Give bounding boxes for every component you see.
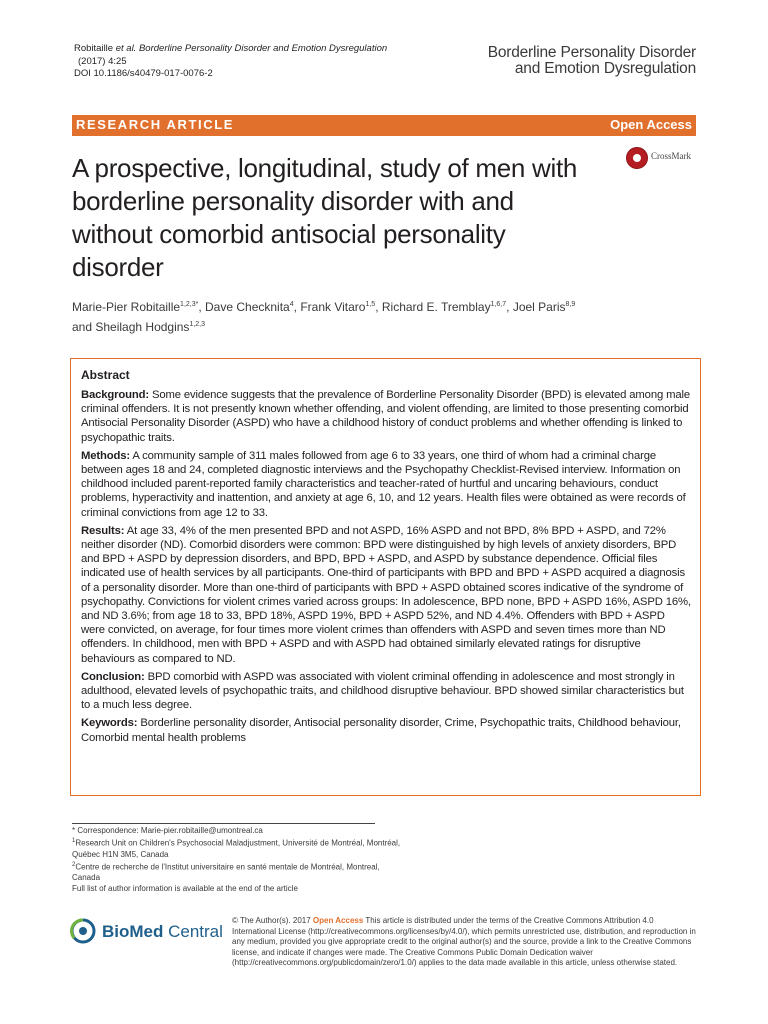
crossmark-badge[interactable] [626, 147, 706, 169]
correspondence-note: * Correspondence: Marie-pier.robitaille@umontreal.ca [72, 826, 263, 835]
author-info-note: Full list of author information is available at the end of the article [72, 884, 298, 894]
citation-line-1 [74, 43, 434, 56]
abstract-text: Some evidence suggests that the prevalence of Borderline Personality Disorder (BPD) is elevated among male criminal offenders. It is not presently known whether offending, and violent offending, are limited to those presenting comorbid Antisocial Personality Disorder (ASPD) who have a childhood history of conduct problems and whether offending is linked to psychopathic traits. [81, 389, 690, 444]
abstract-text: Borderline personality disorder, Antisocial personality disorder, Crime, Psychopathic traits, Childhood behaviour, Comorbid mental health problems [81, 717, 681, 744]
author-name[interactable]: Sheilagh Hodgins [95, 320, 190, 334]
citation-header [74, 43, 434, 81]
open-access-label[interactable]: Open Access [610, 117, 692, 132]
citation-journal: Borderline Personality Disorder and Emotion Dysregulation [138, 43, 388, 54]
article-type-banner [72, 115, 696, 136]
abstract-methods [81, 449, 691, 520]
author-separator: and [72, 320, 96, 334]
author-affiliation: 4 [289, 301, 294, 308]
publisher-name: BioMed Central [102, 922, 223, 941]
affiliation-note-1: $^1$Research Unit on Children's Psychosocial Maladjustment, Université de Montréal, Montréal, Québec H1N 3M5, Canada [72, 838, 401, 859]
journal-name-line-2: and Emotion Dysregulation [514, 60, 696, 77]
author-name[interactable]: Dave Checknita [205, 300, 290, 314]
abstract-label: Conclusion: [81, 670, 145, 683]
crossmark-icon [626, 147, 648, 169]
abstract-conclusion [81, 670, 691, 713]
citation-authors: Robitaille [74, 43, 114, 54]
abstract-text: A community sample of 311 males followed from age 6 to 33 years, one third of whom had a criminal charge between ages 18 and 24, completed diagnostic interviews and the Psychopathy Checklist-Revised interview. Information on childhood included parent-reported family characteristics and teacher-rated of hurtful and uncaring behaviours, conduct problems, hyperactivity and inattention, and anxiety at age 6, 10, and 12 years. Health files were obtained as were records of criminal convictions from age 12 to 33. [81, 449, 686, 519]
author-affiliation: 1,5 [365, 301, 376, 308]
abstract-results [81, 524, 691, 666]
abstract-label: Keywords: [81, 717, 138, 730]
abstract-label: Background: [81, 389, 150, 401]
author-separator: , [198, 300, 206, 314]
citation-volume: (2017) 4:25 [78, 55, 127, 67]
abstract-label: Methods: [81, 449, 131, 462]
author-name[interactable]: Joel Paris [512, 300, 566, 314]
license-text: © The Author(s). 2017 Open Access This article is distributed under the terms of the Creative Commons Attribution 4.0 International License (http://creativecommons.org/licenses/by/4.0/), which permits unrestricted use, distribution, and reproduction in any medium, provided you give appropriate credit to the original author(s) and the source, provide a link to the Creative Commons license, and indicate if changes were made. The Creative Commons Public Domain Dedication waiver (http://creativecommons.org/publicdomain/zero/1.0/) applies to the data made available in this article, unless otherwise stated. [232, 916, 696, 967]
author-separator: , [375, 300, 382, 314]
abstract-keywords [81, 716, 691, 744]
abstract-text: At age 33, 4% of the men presented BPD and not ASPD, 16% ASPD and not BPD, 8% BPD + ASPD, and 72% neither disorder (ND). Comorbid disorders were common: BPD were distinguished by high levels of anxiety disorders, BPD and BPD + ASPD by depression disorders, and BPD, BPD + ASPD, and ASPD by substance dependence. Official files indicated use of health services by all participants. One-third of participants with BPD and BPD + ASPD acquired a diagnosis of a personality disorder. More than one-third of participants with BPD + ASPD obtained scores indicative of the syndrome of psychopathy. Convictions for violent crimes varied across groups: In adolescence, BPD none, BPD + ASPD 16%, ASPD 16%, and ND 3.6%; from age 18 to 33, BPD 18%, ASPD 19%, BPD + ASPD 52%, and ND 4.4%. Offenders with BPD + ASPD were convicted, on average, for four times more violent crimes than offenders with ASPD and seven times more than ND offenders. In childhood, men with BPD + ASPD and with ASPD had obtained similarly elevated ratings for disruptive behaviours as compared to ND. [81, 524, 691, 665]
footnote-divider [72, 823, 375, 824]
author-affiliation: 8,9 [565, 301, 576, 308]
journal-name [470, 45, 696, 77]
abstract-box [70, 358, 701, 796]
author-separator: , [293, 300, 301, 314]
author-name[interactable]: Richard E. Tremblay [381, 300, 491, 314]
abstract-heading: Abstract [81, 368, 130, 382]
license-open-access: Open Access [312, 916, 364, 925]
author-affiliation: 1,2,3* [180, 301, 199, 308]
author-name[interactable]: Marie-Pier Robitaille [72, 300, 181, 314]
biomed-central-logo-icon [70, 918, 96, 944]
journal-name-line-1: Borderline Personality Disorder [487, 44, 696, 61]
footnotes [72, 825, 402, 894]
author-affiliation: 1,6,7 [490, 301, 507, 308]
abstract-label: Results: [81, 524, 125, 537]
citation-etal: et al. [115, 43, 137, 54]
author-name[interactable]: Frank Vitaro [300, 300, 366, 314]
article-title: A prospective, longitudinal, study of men with borderline personality disorder with and without comorbid antisocial personality disorder [72, 153, 578, 282]
author-affiliation: 1,2,3 [189, 321, 206, 328]
author-list [72, 296, 692, 336]
affiliation-note-2: $^2$Centre de recherche de l'Institut universitaire en santé mentale de Montréal, Montreal, Canada [72, 861, 380, 883]
author-separator: , [506, 300, 513, 314]
crossmark-label: CrossMark [651, 151, 691, 161]
abstract-background [81, 388, 691, 445]
citation-doi[interactable]: DOI 10.1186/s40479-017-0076-2 [74, 68, 213, 79]
article-type-label: RESEARCH ARTICLE [76, 117, 235, 132]
publisher-logo[interactable] [70, 916, 230, 946]
abstract-text: BPD comorbid with ASPD was associated with violent criminal offending in adolescence and most strongly in adulthood, elevated levels of psychopathic traits, and childhood disruptive behaviour. BPD showed similar characteristics but to a much less degree. [81, 670, 684, 712]
